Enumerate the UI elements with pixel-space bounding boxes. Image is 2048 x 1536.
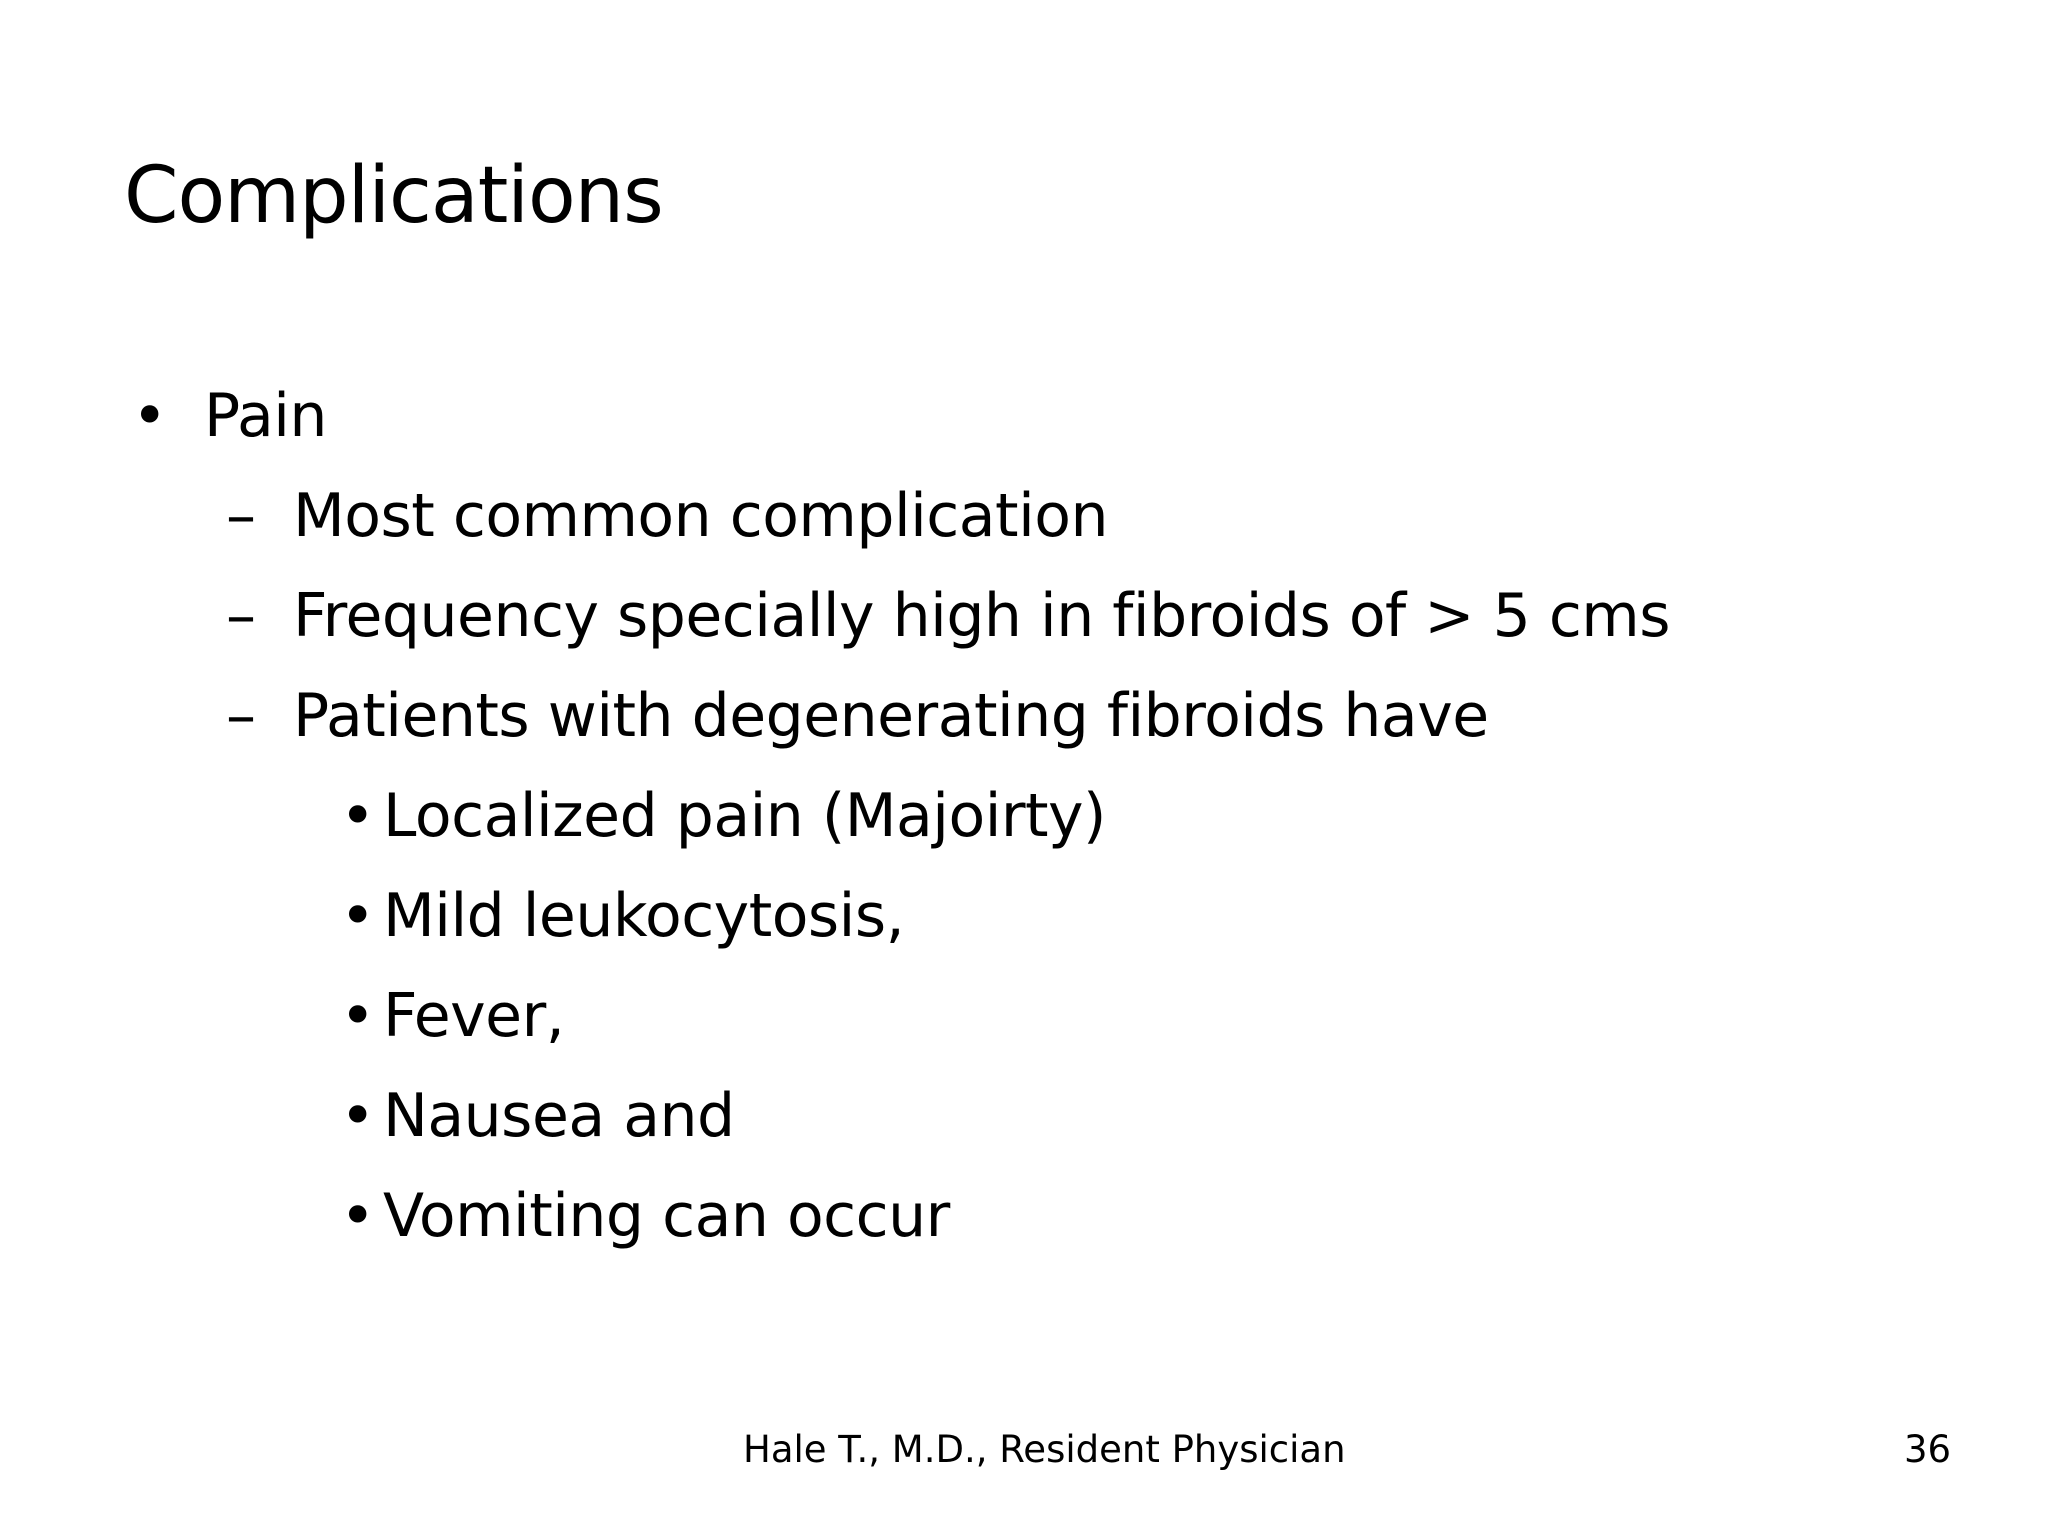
dash-marker: – (226, 581, 256, 651)
slide-title: Complications (124, 151, 663, 241)
bullet-marker: • (340, 781, 375, 851)
sub-sub-bullet-vomiting (340, 1180, 1240, 1252)
sub-sub-bullet-text: Vomiting can occur (383, 1181, 950, 1251)
footer-author: Hale T., M.D., Resident Physician (743, 1428, 1346, 1471)
bullet-text: Pain (204, 381, 327, 451)
dash-marker: – (226, 481, 256, 551)
sub-sub-bullet-text: Mild leukocytosis, (383, 881, 905, 951)
slide-number: 36 (1904, 1428, 1952, 1471)
sub-bullet-most-common (226, 480, 1226, 552)
bullet-marker: • (340, 1181, 375, 1251)
bullet-marker: • (132, 381, 167, 451)
sub-sub-bullet-text: Nausea and (383, 1081, 735, 1151)
bullet-marker: • (340, 881, 375, 951)
sub-sub-bullet-nausea (340, 1080, 1240, 1152)
dash-marker: – (226, 681, 256, 751)
sub-bullet-text: Frequency specially high in fibroids of > 5 cms (293, 581, 1671, 651)
bullet-pain (132, 380, 432, 452)
sub-sub-bullet-localized-pain (340, 780, 1240, 852)
sub-sub-bullet-text: Localized pain (Majoirty) (383, 781, 1106, 851)
sub-sub-bullet-leukocytosis (340, 880, 1240, 952)
sub-bullet-frequency (226, 580, 1726, 652)
sub-bullet-text: Most common complication (293, 481, 1108, 551)
bullet-marker: • (340, 1081, 375, 1151)
sub-sub-bullet-text: Fever, (383, 981, 565, 1051)
sub-bullet-text: Patients with degenerating fibroids have (293, 681, 1489, 751)
sub-sub-bullet-fever (340, 980, 1240, 1052)
sub-bullet-degenerating (226, 680, 1526, 752)
bullet-marker: • (340, 981, 375, 1051)
